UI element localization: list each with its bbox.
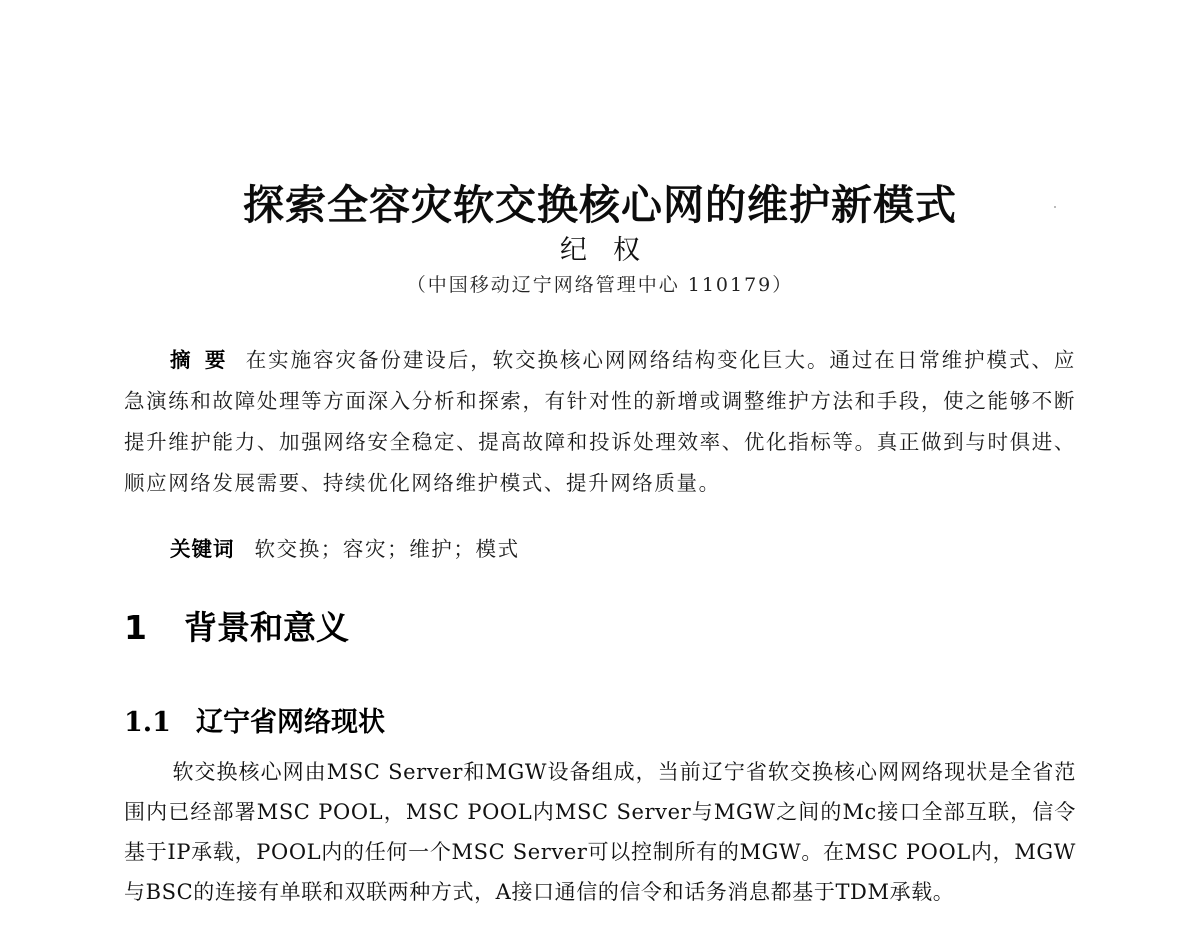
section-title: 背景和意义 (184, 608, 349, 647)
abstract-text: 在实施容灾备份建设后，软交换核心网网络结构变化巨大。通过在日常维护模式、应急演练和故障处理等方面深入分析和探索，有针对性的新增或调整维护方法和手段，使之能够不断提升维护能力、加强网络安全稳定、提高故障和投诉处理效率、优化指标等。真正做到与时俱进、顺应网络发展需要、持续优化网络维护模式、提升网络质量。 (124, 348, 1076, 495)
keywords-label: 关键词 (170, 537, 235, 561)
subsection-heading (124, 700, 385, 739)
subsection-number: 1.1 (124, 707, 171, 738)
author-affiliation: （中国移动辽宁网络管理中心 110179） (406, 274, 794, 296)
subsection-title: 辽宁省网络现状 (196, 707, 385, 738)
author-name: 纪权 (560, 235, 666, 266)
section-heading (124, 602, 349, 649)
keywords-block (170, 532, 520, 562)
keywords-text: 软交换；容灾；维护；模式 (254, 537, 520, 561)
abstract-label: 摘要 (170, 348, 240, 372)
abstract-block (124, 340, 1076, 504)
paper-title: 探索全容灾软交换核心网的维护新模式 (243, 181, 957, 229)
paragraph-text: 软交换核心网由MSC Server和MGW设备组成，当前辽宁省软交换核心网网络现状是全省范围内已经部署MSC POOL，MSC POOL内MSC Server与MGW之间的Mc接口全部互联，信令基于IP承载，POOL内的任何一个MSC Server可以控制所有的MGW。在MSC POOL内，MGW与BSC的连接有单联和双联两种方式，A接口通信的信令和话务消息都基于TDM承载。 (124, 760, 1076, 904)
section-number: 1 (124, 608, 147, 647)
body-paragraph (124, 752, 1076, 912)
scan-speck (1054, 206, 1056, 208)
